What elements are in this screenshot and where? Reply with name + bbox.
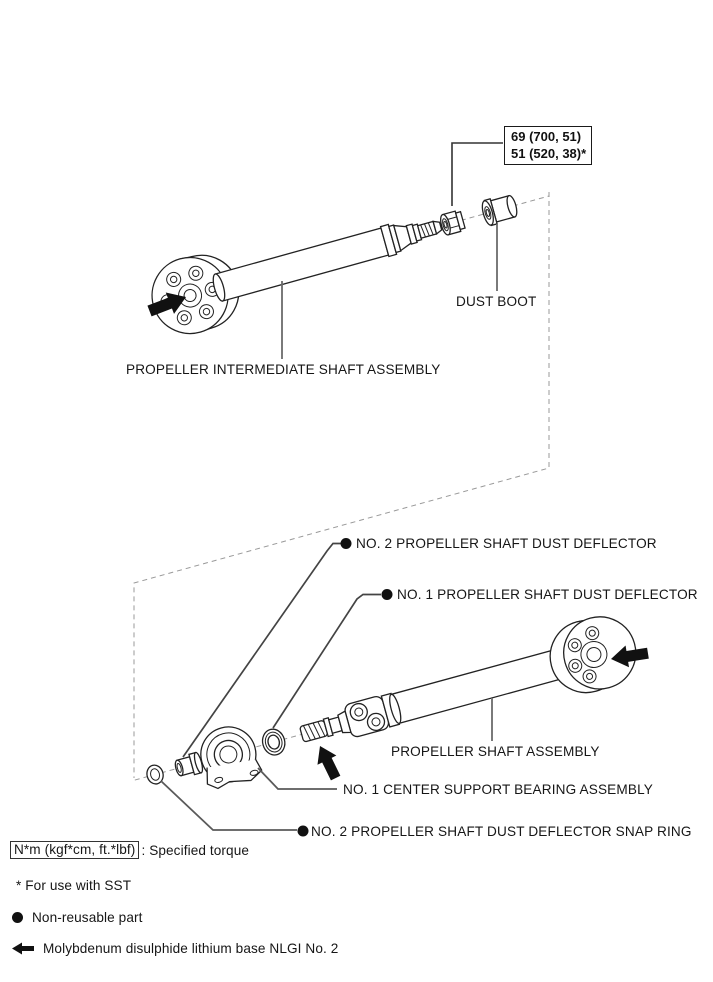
legend-non-reusable <box>12 910 143 925</box>
torque-unit-box: N*m (kgf*cm, ft.*lbf) <box>10 841 139 859</box>
no1-dust-deflector-part <box>260 727 288 758</box>
non-reusable-text: Non-reusable part <box>32 910 143 925</box>
universal-joint-part <box>336 695 390 740</box>
propeller-shaft-tube <box>381 647 569 727</box>
no2-dust-deflector-part <box>173 752 204 779</box>
center-support-leader-line <box>258 768 337 789</box>
sst-note-text: * For use with SST <box>16 878 132 893</box>
legend-torque <box>10 841 249 859</box>
non-reusable-bullet-icon <box>298 826 309 837</box>
non-reusable-bullet-icon <box>382 589 393 600</box>
label-center-support: NO. 1 CENTER SUPPORT BEARING ASSEMBLY <box>343 782 653 797</box>
label-intermediate-shaft: PROPELLER INTERMEDIATE SHAFT ASSEMBLY <box>126 362 441 377</box>
center-support-bearing-part <box>194 721 263 792</box>
label-no2-snap-ring: NO. 2 PROPELLER SHAFT DUST DEFLECTOR SNAP RING <box>311 824 692 839</box>
label-no2-deflector: NO. 2 PROPELLER SHAFT DUST DEFLECTOR <box>356 536 657 551</box>
label-dust-boot: DUST BOOT <box>456 294 537 309</box>
flange-nut-part <box>439 210 466 236</box>
label-propeller-shaft: PROPELLER SHAFT ASSEMBLY <box>391 744 600 759</box>
torque-value-2: 51 (520, 38)* <box>511 145 587 161</box>
dust-boot-part <box>480 193 519 227</box>
legend-grease <box>12 941 338 956</box>
torque-value-1: 69 (700, 51) <box>511 129 582 144</box>
non-reusable-bullet-icon <box>12 912 23 923</box>
torque-unit-desc: : Specified torque <box>141 842 250 858</box>
grease-arrow-icon <box>311 741 346 782</box>
grease-text: Molybdenum disulphide lithium base NLGI No. 2 <box>43 941 339 956</box>
front-spline-part <box>299 715 342 743</box>
torque-leader-line <box>452 143 503 206</box>
non-reusable-bullet-icon <box>341 538 352 549</box>
intermediate-shaft-tube <box>211 211 445 304</box>
grease-arrow-icon <box>12 942 35 955</box>
label-no1-deflector: NO. 1 PROPELLER SHAFT DUST DEFLECTOR <box>397 587 698 602</box>
torque-callout-box <box>504 126 592 165</box>
legend-sst <box>16 878 131 893</box>
